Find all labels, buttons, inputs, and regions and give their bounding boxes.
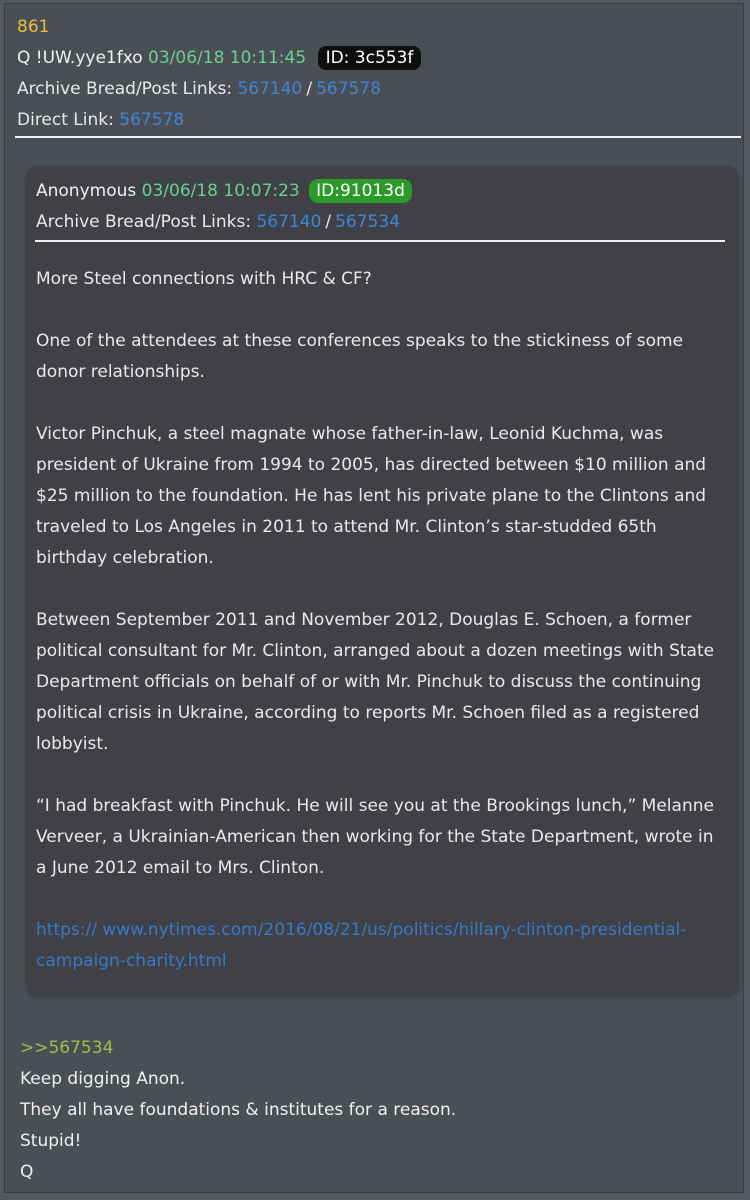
tripcode: !UW.yye1fxo <box>35 48 143 68</box>
archive-link-bread[interactable]: 567140 <box>237 79 303 99</box>
reply-reference-link[interactable]: >>567534 <box>20 1038 114 1058</box>
post-number-line <box>17 12 733 43</box>
quoted-paragraph: One of the attendees at these conferences speaks to the stickiness of some donor relationships. <box>36 331 684 382</box>
quoted-post-body <box>36 264 726 977</box>
quoted-post-header <box>36 176 412 238</box>
quoted-poster-id-badge[interactable]: ID:91013d <box>309 179 412 203</box>
archive-link-post[interactable]: 567578 <box>316 79 382 99</box>
direct-link[interactable]: 567578 <box>119 110 185 130</box>
quoted-paragraph: Between September 2011 and November 2012, Douglas E. Schoen, a former political consultant for Mr. Clinton, arranged about a dozen meetings with State Department officials on behalf of or with Mr. Pinchuk to discuss the continuing political crisis in Ukraine, according to reports Mr. Schoen filed as a registered lobbyist. <box>36 610 715 754</box>
quoted-post-datetime: 03/06/18 10:07:23 <box>141 181 300 201</box>
quoted-paragraph: “I had breakfast with Pinchuk. He will see you at the Brookings lunch,” Melanne Verveer, a Ukrainian-American then working for the State Department, wrote in a June 2012 email to Mrs. Clinton. <box>36 796 714 878</box>
quoted-header-divider <box>35 240 725 242</box>
post-datetime: 03/06/18 10:11:45 <box>148 48 307 68</box>
reply-signature: Q <box>20 1162 34 1182</box>
direct-link-label: Direct Link: <box>17 110 114 130</box>
quoted-link-separator: / <box>325 212 332 232</box>
reply-line: Keep digging Anon. <box>20 1069 186 1089</box>
post-frame <box>4 3 744 1193</box>
quoted-paragraph: More Steel connections with HRC & CF? <box>36 269 372 289</box>
quoted-archive-link-post[interactable]: 567534 <box>335 212 401 232</box>
quoted-archive-links-label: Archive Bread/Post Links: <box>36 212 252 232</box>
quoted-meta-line <box>36 176 412 207</box>
post-meta-line <box>17 43 733 74</box>
source-link[interactable]: https:// www.nytimes.com/2016/08/21/us/politics/hillary-clinton-presidential-campaign-charity.html <box>36 920 687 971</box>
reply-body <box>20 1033 730 1188</box>
source-link-paragraph <box>36 915 726 977</box>
quoted-archive-links-line <box>36 207 412 238</box>
archive-links-label: Archive Bread/Post Links: <box>17 79 233 99</box>
direct-link-line <box>17 105 733 136</box>
poster-id-badge[interactable]: ID: 3c553f <box>318 46 422 70</box>
quoted-poster-name: Anonymous <box>36 181 137 201</box>
poster-name: Q <box>17 48 31 68</box>
archive-links-line <box>17 74 733 105</box>
quoted-post <box>27 168 738 996</box>
link-separator: / <box>306 79 313 99</box>
quoted-archive-link-bread[interactable]: 567140 <box>256 212 322 232</box>
quoted-paragraph: Victor Pinchuk, a steel magnate whose father-in-law, Leonid Kuchma, was president of Ukraine from 1994 to 2005, has directed between $10 million and $25 million to the foundation. He has lent his private plane to the Clintons and traveled to Los Angeles in 2011 to attend Mr. Clinton’s star-studded 65th birthday celebration. <box>36 424 707 568</box>
reply-line: Stupid! <box>20 1131 82 1151</box>
reply-reference-line <box>20 1033 730 1064</box>
post-number: 861 <box>17 17 50 37</box>
post-header <box>17 12 733 136</box>
reply-line: They all have foundations & institutes for a reason. <box>20 1100 457 1120</box>
header-divider <box>15 136 741 138</box>
